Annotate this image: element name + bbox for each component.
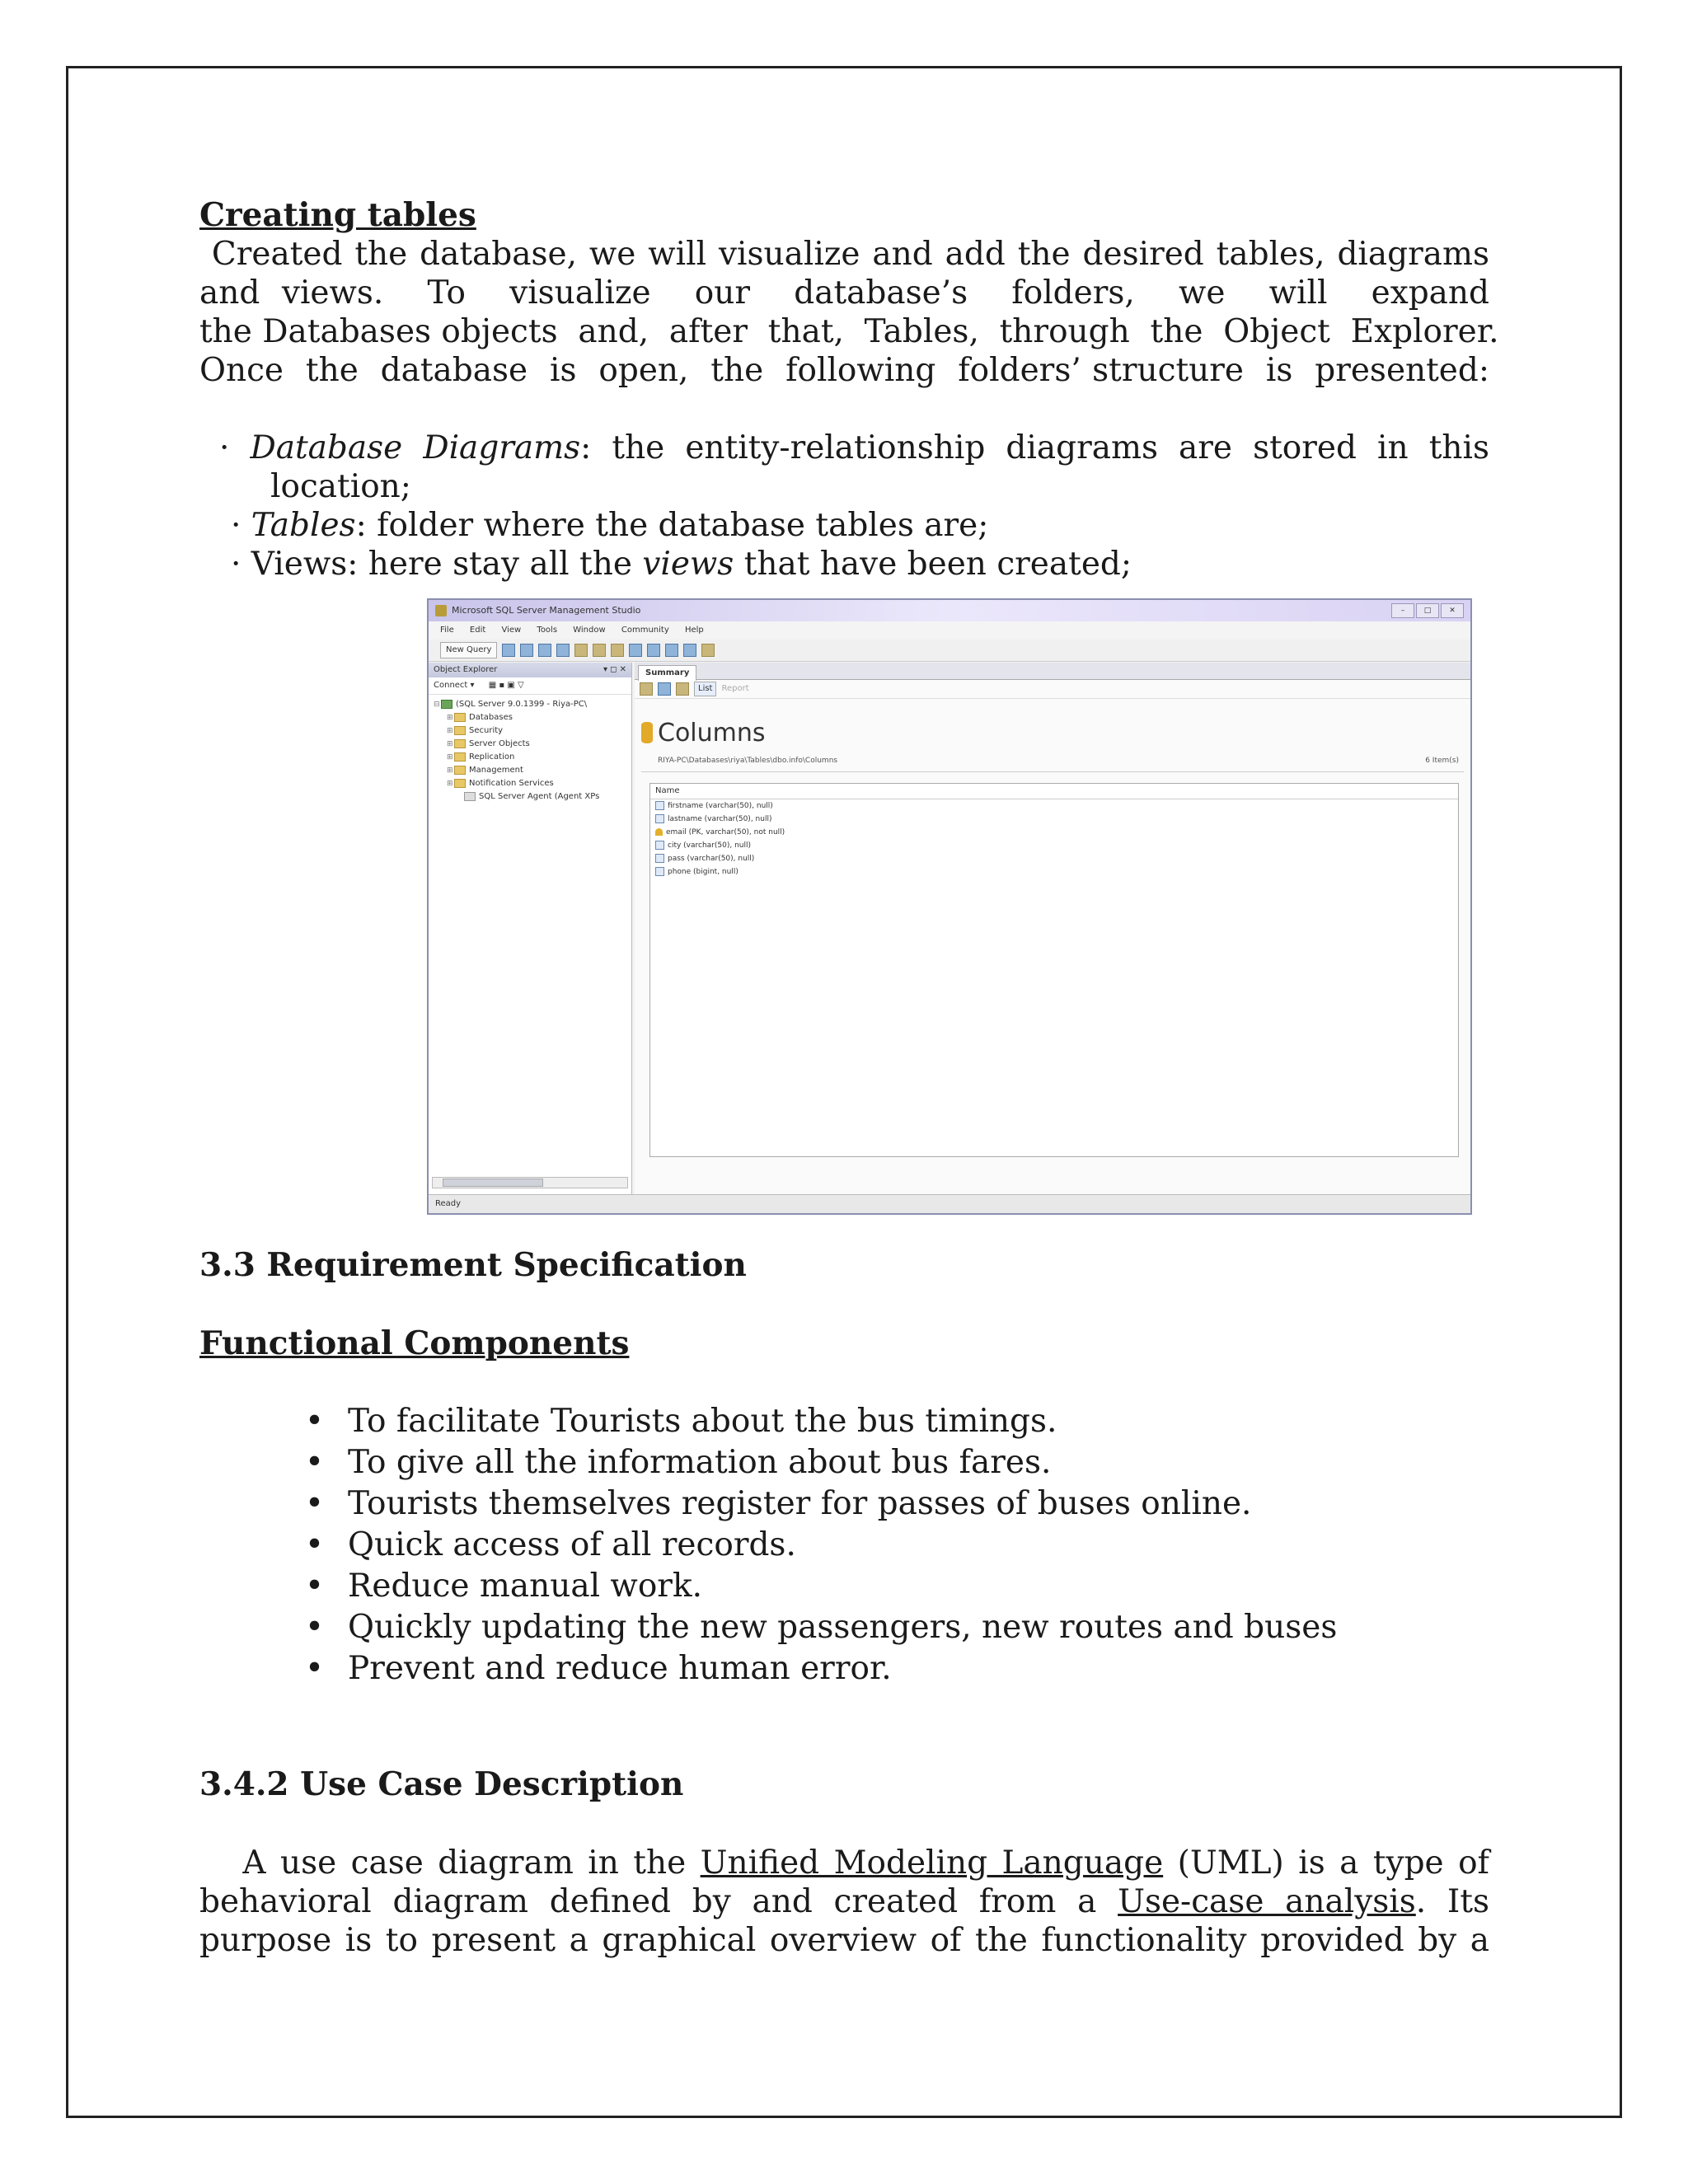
toolbar-options-icon[interactable] xyxy=(701,644,715,657)
sync-icon[interactable] xyxy=(658,682,671,696)
folder-bullet-views: · Views: here stay all the views that have been created; xyxy=(231,546,1132,583)
column-icon xyxy=(655,841,664,850)
column-header-name[interactable]: Name xyxy=(650,784,1458,799)
list-item[interactable]: email (PK, varchar(50), not null) xyxy=(650,826,1458,839)
agent-icon xyxy=(464,792,476,801)
list-item: • Reduce manual work. xyxy=(199,1566,1489,1607)
summary-toolbar xyxy=(635,680,1470,699)
link-unified-modeling-language[interactable]: Unified Modeling Language xyxy=(700,1844,1164,1882)
tree-item-server-objects[interactable]: ⊞ Server Objects xyxy=(447,739,530,748)
list-item: • Quick access of all records. xyxy=(199,1525,1489,1566)
intro-line-1: Created the database, we will visualize and add the desired tables, diagrams xyxy=(199,236,1489,273)
key-icon xyxy=(655,828,663,836)
toolbar-db-icon[interactable] xyxy=(556,644,570,657)
menu-tools[interactable]: Tools xyxy=(537,626,558,635)
folder-icon xyxy=(454,752,466,762)
folder-icon xyxy=(454,766,466,775)
list-item: • Tourists themselves register for passes of buses online. xyxy=(199,1483,1489,1525)
tree-item-sql-agent[interactable]: SQL Server Agent (Agent XPs xyxy=(434,790,631,803)
column-icon xyxy=(655,867,664,876)
server-icon xyxy=(441,700,452,709)
pane-title: Columns xyxy=(658,719,766,748)
menu-edit[interactable]: Edit xyxy=(469,626,486,635)
list-item[interactable]: pass (varchar(50), null) xyxy=(650,852,1458,865)
summary-panel xyxy=(635,663,1470,1195)
panel-close-icon[interactable]: ▾ ◻ ✕ xyxy=(603,665,626,674)
list-item: • Quickly updating the new passengers, new routes and buses xyxy=(199,1607,1489,1648)
intro-paragraph xyxy=(199,235,1499,390)
close-icon[interactable]: ✕ xyxy=(1441,603,1464,618)
use-case-section xyxy=(199,1765,1489,1960)
list-view-button[interactable]: List xyxy=(694,682,716,696)
report-button[interactable]: Report xyxy=(721,684,749,693)
intro-line-3: the Databases objects and, after that, Tables, through the Object Explorer. xyxy=(199,313,1499,350)
column-icon xyxy=(655,814,664,823)
toolbar-db-icon[interactable] xyxy=(538,644,551,657)
object-tree xyxy=(429,695,631,803)
folder-icon xyxy=(454,739,466,748)
term-database-diagrams: Database Diagrams xyxy=(250,429,581,466)
up-folder-icon[interactable] xyxy=(640,682,653,696)
folder-icon xyxy=(454,779,466,788)
maximize-icon[interactable]: □ xyxy=(1416,603,1439,618)
menu-file[interactable]: File xyxy=(440,626,454,635)
object-explorer-panel xyxy=(429,663,632,1195)
tree-item-databases[interactable]: ⊞ Databases xyxy=(447,713,513,722)
filter-icon[interactable] xyxy=(676,682,689,696)
list-item[interactable]: firstname (varchar(50), null) xyxy=(650,799,1458,813)
column-icon xyxy=(655,801,664,810)
toolbar-db-icon[interactable] xyxy=(520,644,533,657)
toolbar-report-icon[interactable] xyxy=(665,644,678,657)
horizontal-scrollbar[interactable] xyxy=(432,1177,628,1188)
object-explorer-header: Object Explorer ▾ ◻ ✕ xyxy=(429,663,631,677)
folder-bullet-diagrams-cont: location; xyxy=(270,468,411,505)
intro-line-2: and views. To visualize our database’s folders, we will expand xyxy=(199,274,1489,312)
heading-creating-tables: Creating tables xyxy=(199,196,476,234)
column-icon xyxy=(655,854,664,863)
tree-server-node[interactable]: ⊟ (SQL Server 9.0.1399 - Riya-PC\ xyxy=(434,700,588,709)
scrollbar-thumb[interactable] xyxy=(443,1179,543,1187)
toolbar-save-all-icon[interactable] xyxy=(611,644,624,657)
folder-bullet-diagrams: · Database Diagrams: the entity-relationship diagrams are stored in this xyxy=(219,429,1489,466)
requirements-section xyxy=(199,1246,1489,1690)
folder-bullet-tables: · Tables: folder where the database tables are; xyxy=(231,507,989,544)
list-item: • Prevent and reduce human error. xyxy=(199,1648,1489,1690)
list-item: • To facilitate Tourists about the bus timings. xyxy=(199,1401,1489,1442)
list-item[interactable]: lastname (varchar(50), null) xyxy=(650,813,1458,826)
menu-community[interactable]: Community xyxy=(621,626,669,635)
status-bar: Ready xyxy=(429,1194,1470,1213)
toolbar-report-icon[interactable] xyxy=(683,644,696,657)
heading-functional-components: Functional Components xyxy=(199,1324,630,1362)
toolbar-report-icon[interactable] xyxy=(629,644,642,657)
tree-item-security[interactable]: ⊞ Security xyxy=(447,726,504,735)
ssms-title-bar: Microsoft SQL Server Management Studio – □ ✕ xyxy=(429,600,1470,621)
columns-list xyxy=(649,783,1459,1157)
object-path: RIYA-PC\Databases\riya\Tables\dbo.info\Columns xyxy=(658,757,838,765)
menu-help[interactable]: Help xyxy=(684,626,704,635)
toolbar-save-icon[interactable] xyxy=(593,644,606,657)
folder-icon xyxy=(454,713,466,722)
list-item[interactable]: phone (bigint, null) xyxy=(650,865,1458,879)
tree-item-replication[interactable]: ⊞ Replication xyxy=(447,752,515,762)
ssms-screenshot xyxy=(427,598,1472,1215)
minimize-icon[interactable]: – xyxy=(1391,603,1414,618)
connect-button[interactable]: Connect ▾ xyxy=(434,681,475,690)
ssms-menu-bar xyxy=(429,621,1470,640)
tab-summary[interactable]: Summary xyxy=(638,665,696,681)
menu-window[interactable]: Window xyxy=(573,626,606,635)
toolbar-report-icon[interactable] xyxy=(647,644,660,657)
heading-use-case-description: 3.4.2 Use Case Description xyxy=(199,1765,684,1803)
item-count: 6 Item(s) xyxy=(1425,757,1459,765)
menu-view[interactable]: View xyxy=(501,626,522,635)
connect-bar xyxy=(429,677,631,695)
intro-line-4: Once the database is open, the following folders’ structure is presented: xyxy=(199,352,1489,389)
toolbar-db-icon[interactable] xyxy=(502,644,515,657)
functional-components-list xyxy=(199,1401,1489,1690)
tree-item-management[interactable]: ⊞ Management xyxy=(447,766,523,775)
document-body xyxy=(199,196,1499,583)
folder-icon xyxy=(454,726,466,735)
ssms-app-icon xyxy=(435,605,447,616)
list-item[interactable]: city (varchar(50), null) xyxy=(650,839,1458,852)
list-item: • To give all the information about bus fares. xyxy=(199,1442,1489,1483)
ssms-toolbar xyxy=(429,640,1470,662)
heading-requirement-specification: 3.3 Requirement Specification xyxy=(199,1246,747,1284)
new-query-button[interactable]: New Query xyxy=(440,642,497,658)
link-use-case-analysis[interactable]: Use-case analysis xyxy=(1118,1883,1416,1920)
toolbar-open-icon[interactable] xyxy=(574,644,588,657)
tree-item-notification-services[interactable]: ⊞ Notification Services xyxy=(447,779,554,788)
filter-icon[interactable]: ▦ ▪ ▣ ▽ xyxy=(488,681,524,690)
term-tables: Tables xyxy=(251,507,356,544)
database-cylinder-icon xyxy=(641,722,653,743)
use-case-paragraph: A use case diagram in the Unified Modeling Language (UML) is a type of behavioral diagram defined by and created from a Use-case analysis. Its purpose is to present a graphical overview of the functionality provided by a xyxy=(199,1844,1490,1959)
